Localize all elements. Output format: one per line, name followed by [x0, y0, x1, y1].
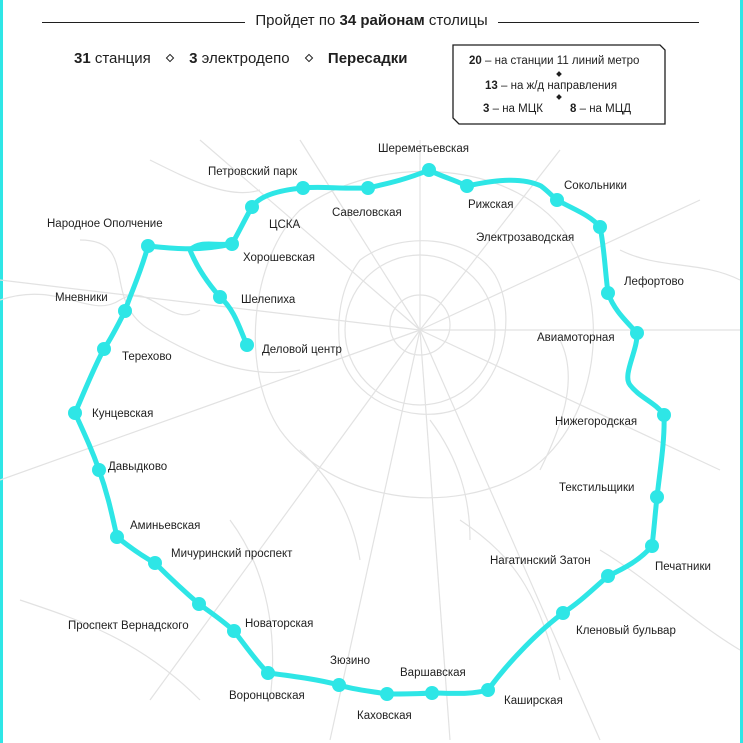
- transfer-separator-icon: [556, 94, 562, 100]
- station-label: Петровский парк: [208, 166, 298, 178]
- station-dot: [141, 239, 155, 253]
- header-title-suffix: столицы: [428, 12, 488, 29]
- station-label: Шелепиха: [241, 294, 296, 306]
- station-label: Сокольники: [564, 180, 627, 192]
- transfer-mcd-count: 8: [570, 103, 577, 115]
- station-label: Кленовый бульвар: [576, 625, 676, 637]
- station-label: Нижегородская: [555, 416, 638, 428]
- station-dot: [556, 606, 570, 620]
- transfers-heading: Пересадки: [327, 50, 408, 67]
- station-dot: [630, 326, 644, 340]
- station-label: Каширская: [504, 695, 563, 707]
- separator-diamond-icon: [305, 54, 313, 62]
- depots-count: 3: [189, 50, 198, 67]
- station-label: Рижская: [468, 199, 514, 211]
- transfer-mcd: [570, 103, 631, 115]
- station-dot: [332, 678, 346, 692]
- transfers-box: [447, 45, 665, 125]
- station-label: Мневники: [55, 292, 108, 304]
- station-label: Хорошевская: [243, 252, 315, 264]
- transfer-mcd-text: – на МЦД: [579, 103, 632, 115]
- station-dot: [240, 338, 254, 352]
- transfer-mck-count: 3: [483, 103, 490, 115]
- station-dot: [118, 304, 132, 318]
- station-label: ЦСКА: [269, 219, 301, 231]
- depots-label: электродепо: [201, 50, 290, 67]
- header-title-bold: 34 районам: [339, 12, 425, 29]
- transfer-separator-icon: [556, 71, 562, 77]
- transfer-mck: [483, 103, 543, 115]
- station-label: Савеловская: [332, 207, 402, 219]
- station-label: Народное Ополчение: [47, 218, 163, 230]
- station-dot: [650, 490, 664, 504]
- station-dot: [481, 683, 495, 697]
- transfer-metro-text: – на станции 11 линий метро: [485, 55, 640, 67]
- station-label: Печатники: [655, 561, 711, 573]
- station-label: Терехово: [122, 351, 172, 363]
- station-label: Лефортово: [624, 276, 684, 288]
- station-dot: [460, 179, 474, 193]
- station-dot: [213, 290, 227, 304]
- station-dot: [645, 539, 659, 553]
- stats-row: [74, 50, 407, 67]
- station-dot: [92, 463, 106, 477]
- station-label: Электрозаводская: [476, 232, 575, 244]
- station-dot: [380, 687, 394, 701]
- station-label: Авиамоторная: [537, 332, 615, 344]
- station-label: Давыдково: [108, 461, 168, 473]
- station-dot: [550, 193, 564, 207]
- metro-line: [75, 170, 664, 694]
- station-label: Проспект Вернадского: [68, 620, 189, 632]
- street-network: [0, 140, 740, 740]
- line-ring-path: [75, 170, 664, 694]
- transfer-metro-count: 20: [469, 55, 482, 67]
- station-dot: [225, 237, 239, 251]
- station-dot: [245, 200, 259, 214]
- station-label: Мичуринский проспект: [171, 548, 293, 560]
- station-dot: [425, 686, 439, 700]
- station-label: Аминьевская: [130, 520, 201, 532]
- separator-diamond-icon: [166, 54, 174, 62]
- station-label: Воронцовская: [229, 690, 305, 702]
- station-dot: [361, 181, 375, 195]
- station-label: Зюзино: [330, 655, 371, 667]
- station-dot: [601, 286, 615, 300]
- station-dot: [148, 556, 162, 570]
- stations-label: станция: [94, 50, 151, 67]
- transfer-rail: [485, 80, 617, 92]
- header-title: [0, 12, 743, 29]
- station-dot: [296, 181, 310, 195]
- station-label: Нагатинский Затон: [490, 555, 591, 567]
- transfer-rail-count: 13: [485, 80, 498, 92]
- station-dot: [422, 163, 436, 177]
- station-dot: [97, 342, 111, 356]
- station-dot: [593, 220, 607, 234]
- station-label: Деловой центр: [262, 344, 342, 356]
- station-dot: [227, 624, 241, 638]
- header-title-prefix: Пройдет по: [255, 12, 336, 29]
- transfer-rail-text: – на ж/д направления: [501, 80, 618, 92]
- station-label: Варшавская: [400, 667, 466, 679]
- station-label: Новаторская: [245, 618, 314, 630]
- station-label: Текстильщики: [559, 482, 635, 494]
- station-dot: [110, 530, 124, 544]
- header: [0, 8, 743, 34]
- transfer-mck-text: – на МЦК: [492, 103, 543, 115]
- transfer-metro: [469, 55, 639, 67]
- station-dot: [68, 406, 82, 420]
- station-label: Шереметьевская: [378, 143, 469, 155]
- stations-count: 31: [74, 50, 91, 67]
- station-dot: [601, 569, 615, 583]
- station-label: Каховская: [357, 710, 412, 722]
- station-label: Кунцевская: [92, 408, 154, 420]
- station-dot: [192, 597, 206, 611]
- station-dot: [657, 408, 671, 422]
- station-dot: [261, 666, 275, 680]
